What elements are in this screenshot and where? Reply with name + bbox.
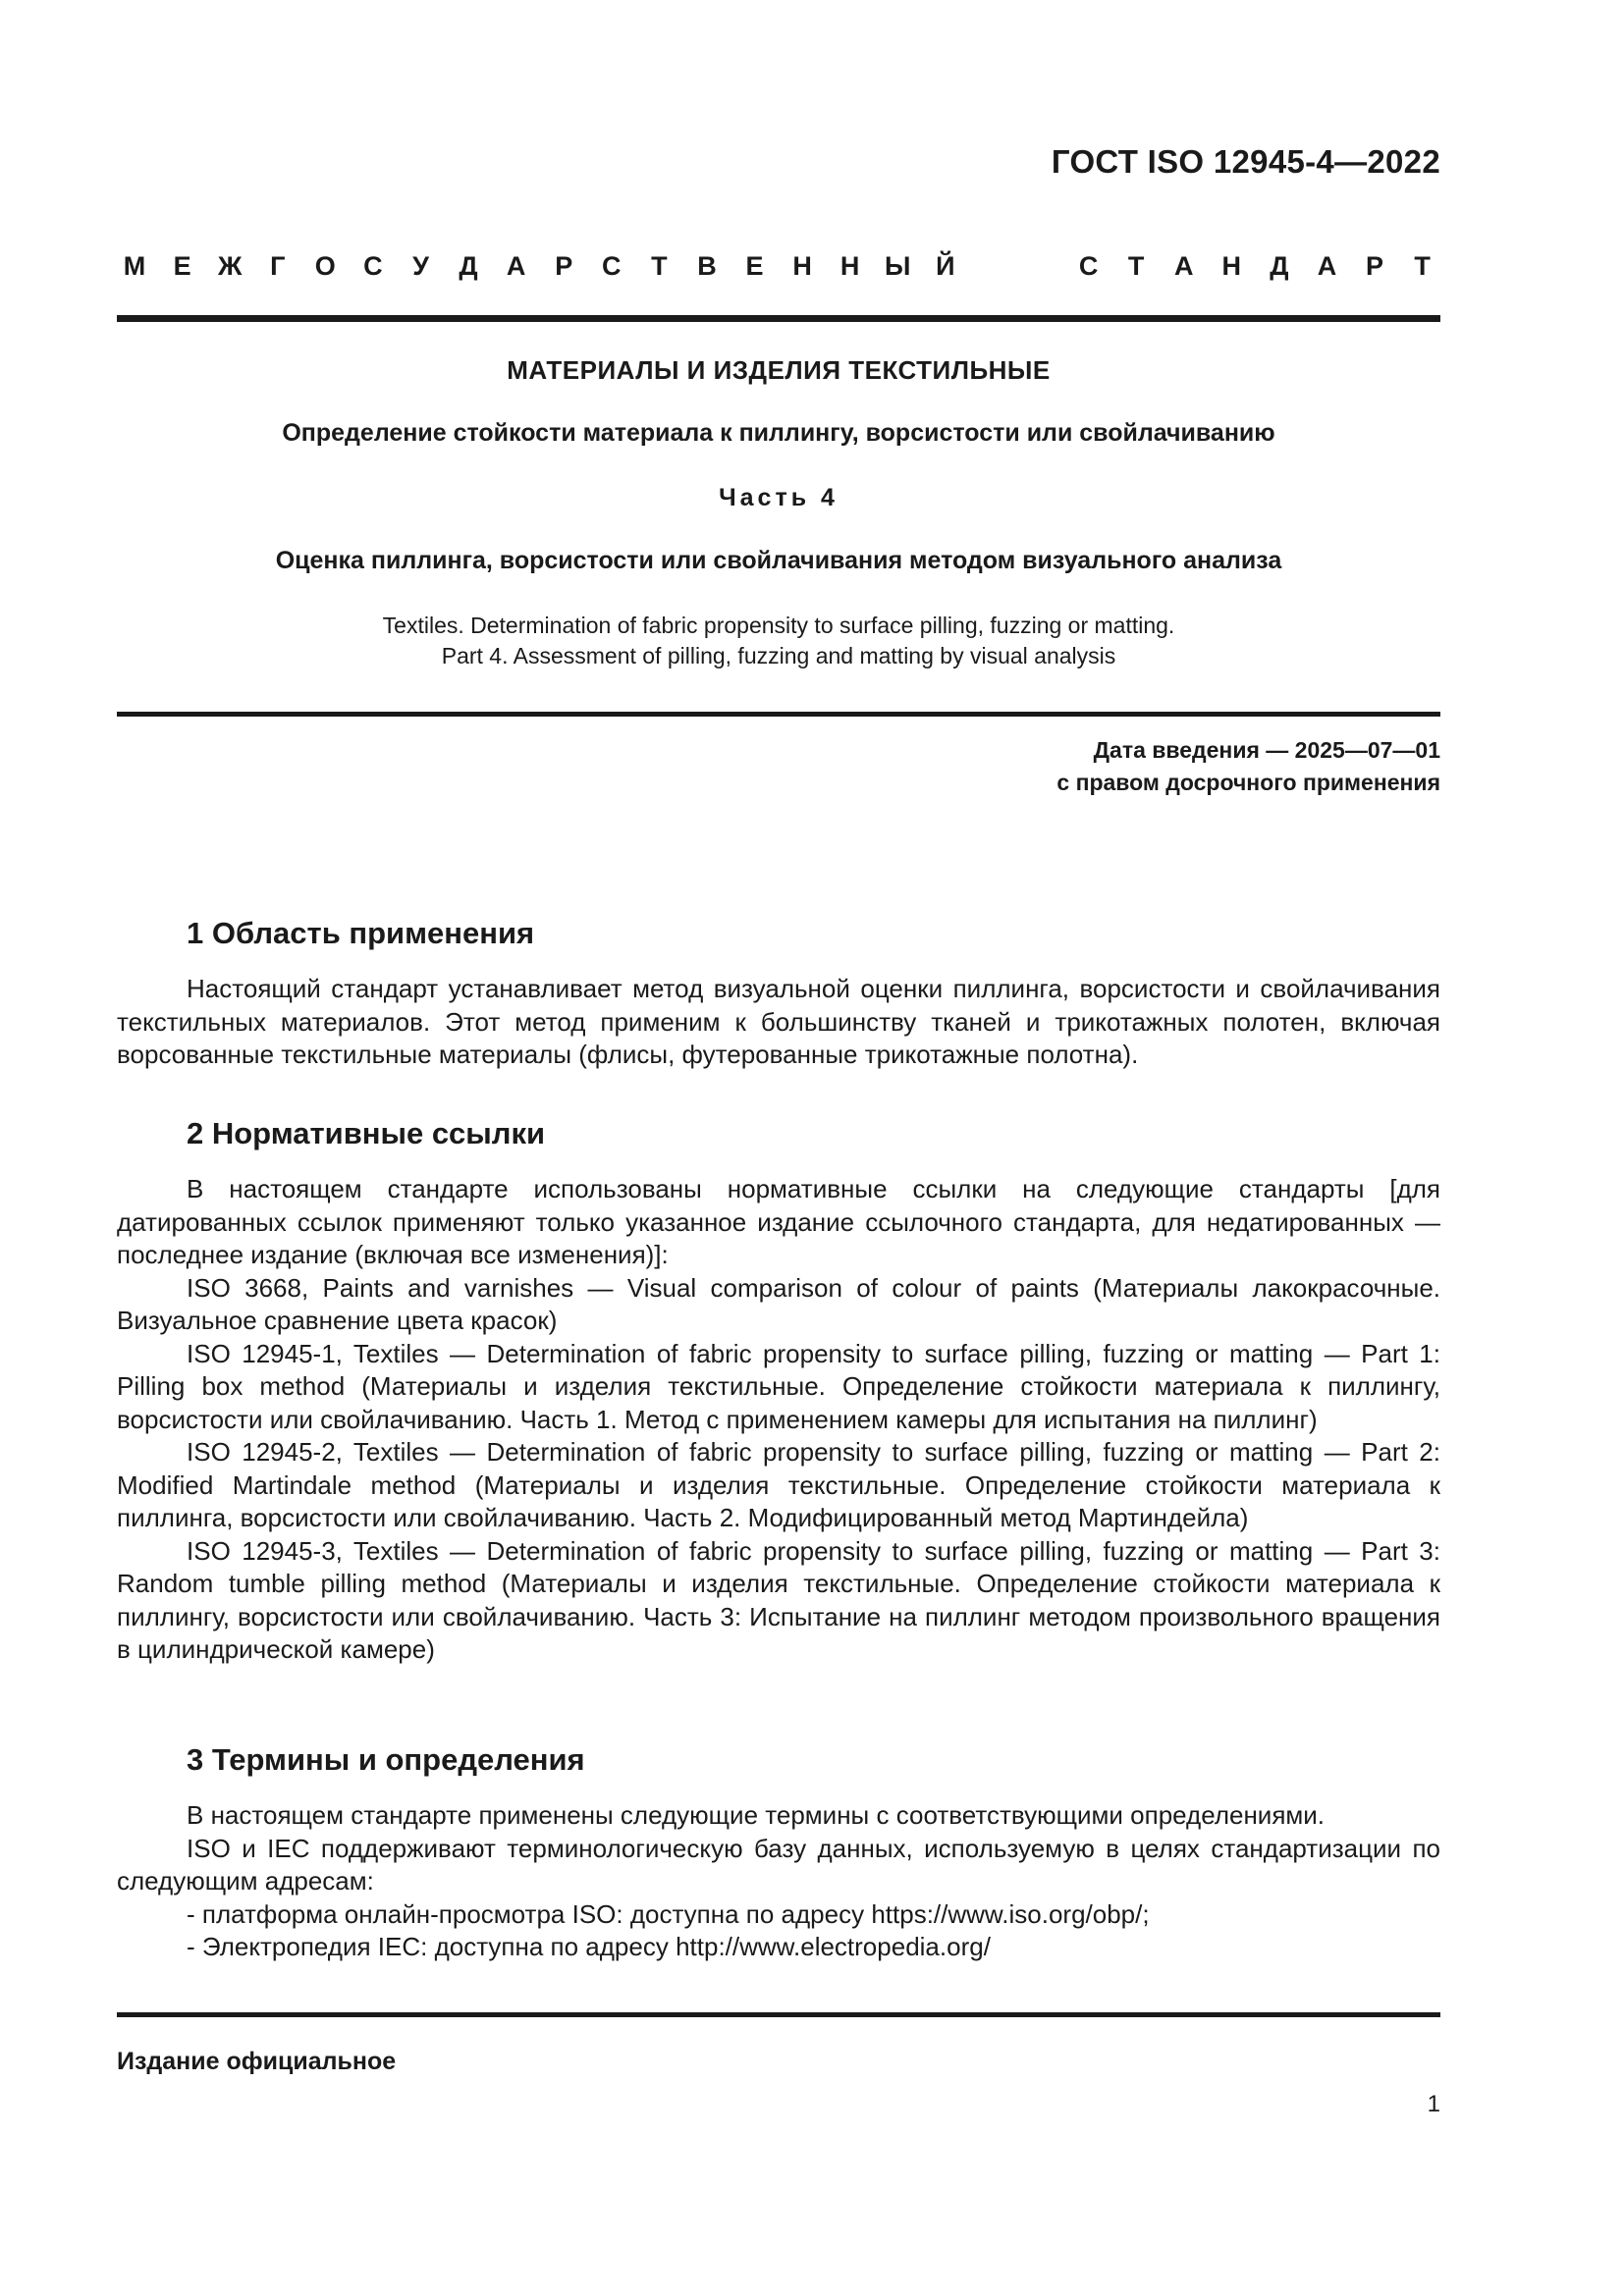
banner-letter: Е <box>173 251 191 281</box>
part-number: Часть 4 <box>719 484 839 511</box>
banner-letter: С <box>1078 251 1099 281</box>
banner-letter: Г <box>270 251 286 281</box>
title-rule <box>117 712 1440 717</box>
paragraph: В настоящем стандарте использованы нормативные ссылки на следующие стандарты [для датированных ссылок применяют только указанное издание ссылочного стандарта, для недатированных — последнее издание (включая все изменения)]: <box>117 1174 1440 1269</box>
document-title: МАТЕРИАЛЫ И ИЗДЕЛИЯ ТЕКСТИЛЬНЫЕ <box>507 355 1051 385</box>
banner-letter: Т <box>1414 251 1431 281</box>
banner-letter: Н <box>1221 251 1242 281</box>
reference-item: ISO 12945-3, Textiles — Determination of fabric propensity to surface pilling, fuzzing or matting — Part 3: Random tumble pilling method (Материалы и изделия текстильные. Определение стойкости материала к пиллингу, ворсистости или свойлачиванию. Часть 3: Испытание на пиллинг методом произвольного вращения в цилиндрической камере) <box>117 1535 1440 1664</box>
footer-rule <box>117 2012 1440 2017</box>
header-rule <box>117 315 1440 322</box>
list-item: - платформа онлайн-просмотра ISO: доступна по адресу https://www.iso.org/obp/; <box>187 1898 1150 1929</box>
banner-letter: Ж <box>217 251 243 281</box>
page-number: 1 <box>1427 2091 1440 2117</box>
banner-letter: С <box>602 251 622 281</box>
early-application-line: с правом досрочного применения <box>1056 770 1440 795</box>
section-3-heading: 3 Термины и определения <box>187 1742 585 1777</box>
reference-item: ISO 12945-1, Textiles — Determination of fabric propensity to surface pilling, fuzzing or matting — Part 1: Pilling box method (Материалы и изделия текстильные. Определение стойкости материала к пиллингу, ворсистости или свойлачиванию. Часть 1. Метод с применением камеры для испытания на пиллинг) <box>117 1338 1440 1434</box>
banner-letter: Т <box>651 251 668 281</box>
section-3-body <box>117 1799 1440 1964</box>
reference-item: ISO 12945-2, Textiles — Determination of fabric propensity to surface pilling, fuzzing or matting — Part 2: Modified Martindale method (Материалы и изделия текстильные. Определение стойкости материала к пиллинга, ворсистости или свойлачиванию. Часть 2. Модифицированный метод Мартиндейла) <box>117 1437 1440 1532</box>
banner-letter <box>1023 251 1058 282</box>
banner-letter: В <box>697 251 717 281</box>
banner-letter: Р <box>555 251 573 281</box>
english-title-line2: Part 4. Assessment of pilling, fuzzing and matting by visual analysis <box>441 643 1116 668</box>
english-title-line1: Textiles. Determination of fabric propensity to surface pilling, fuzzing or matting. <box>382 613 1175 638</box>
banner-letter: А <box>1173 251 1194 281</box>
reference-item: ISO 3668, Paints and varnishes — Visual comparison of colour of paints (Материалы лакокрасочные. Визуальное сравнение цвета красок) <box>117 1272 1440 1335</box>
banner-letter: М <box>123 251 146 281</box>
paragraph: ISO и IEC поддерживают терминологическую базу данных, используемую в целях стандартизации по следующим адресам: <box>117 1833 1440 1896</box>
section-1-heading: 1 Область применения <box>187 916 535 950</box>
banner-letter: Й <box>936 251 955 281</box>
banner-letter: Т <box>1127 251 1145 281</box>
banner-letter: Д <box>1270 251 1289 281</box>
banner-letter: Е <box>745 251 764 281</box>
section-2-body <box>117 1173 1440 1667</box>
banner-letter <box>975 251 1010 282</box>
paragraph: В настоящем стандарте применены следующие термины с соответствующими определениями. <box>187 1800 1326 1830</box>
part-title: Оценка пиллинга, ворсистости или свойлачивания методом визуального анализа <box>275 547 1282 574</box>
introduction-date <box>1056 734 1440 799</box>
section-2-heading: 2 Нормативные ссылки <box>187 1116 546 1150</box>
introduction-date-line: Дата введения — 2025—07—01 <box>1093 737 1440 763</box>
list-item: - Электропедия IEC: доступна по адресу http://www.electropedia.org/ <box>187 1932 991 1961</box>
document-code: ГОСТ ISO 12945-4—2022 <box>1051 143 1440 180</box>
banner-letter: О <box>314 251 336 281</box>
document-subtitle: Определение стойкости материала к пиллингу, ворсистости или свойлачиванию <box>282 419 1275 447</box>
paragraph: Настоящий стандарт устанавливает метод визуальной оценки пиллинга, ворсистости и свойлачивания текстильных материалов. Этот метод применим к большинству тканей и трикотажных полотен, включая ворсованные текстильные материалы (флисы, футерованные трикотажные полотна). <box>117 974 1440 1069</box>
section-1-body <box>117 973 1440 1072</box>
interstate-standard-banner <box>117 251 1440 282</box>
banner-letter: Н <box>839 251 860 281</box>
english-title <box>117 611 1440 671</box>
banner-letter: А <box>1317 251 1337 281</box>
banner-letter: У <box>412 251 429 281</box>
banner-letter: А <box>506 251 526 281</box>
official-edition-label: Издание официальное <box>117 2048 397 2075</box>
banner-letter: С <box>363 251 383 281</box>
banner-letter: Ы <box>885 251 911 281</box>
banner-letter: Н <box>792 251 812 281</box>
banner-letter: Р <box>1366 251 1384 281</box>
banner-letter: Д <box>459 251 478 281</box>
